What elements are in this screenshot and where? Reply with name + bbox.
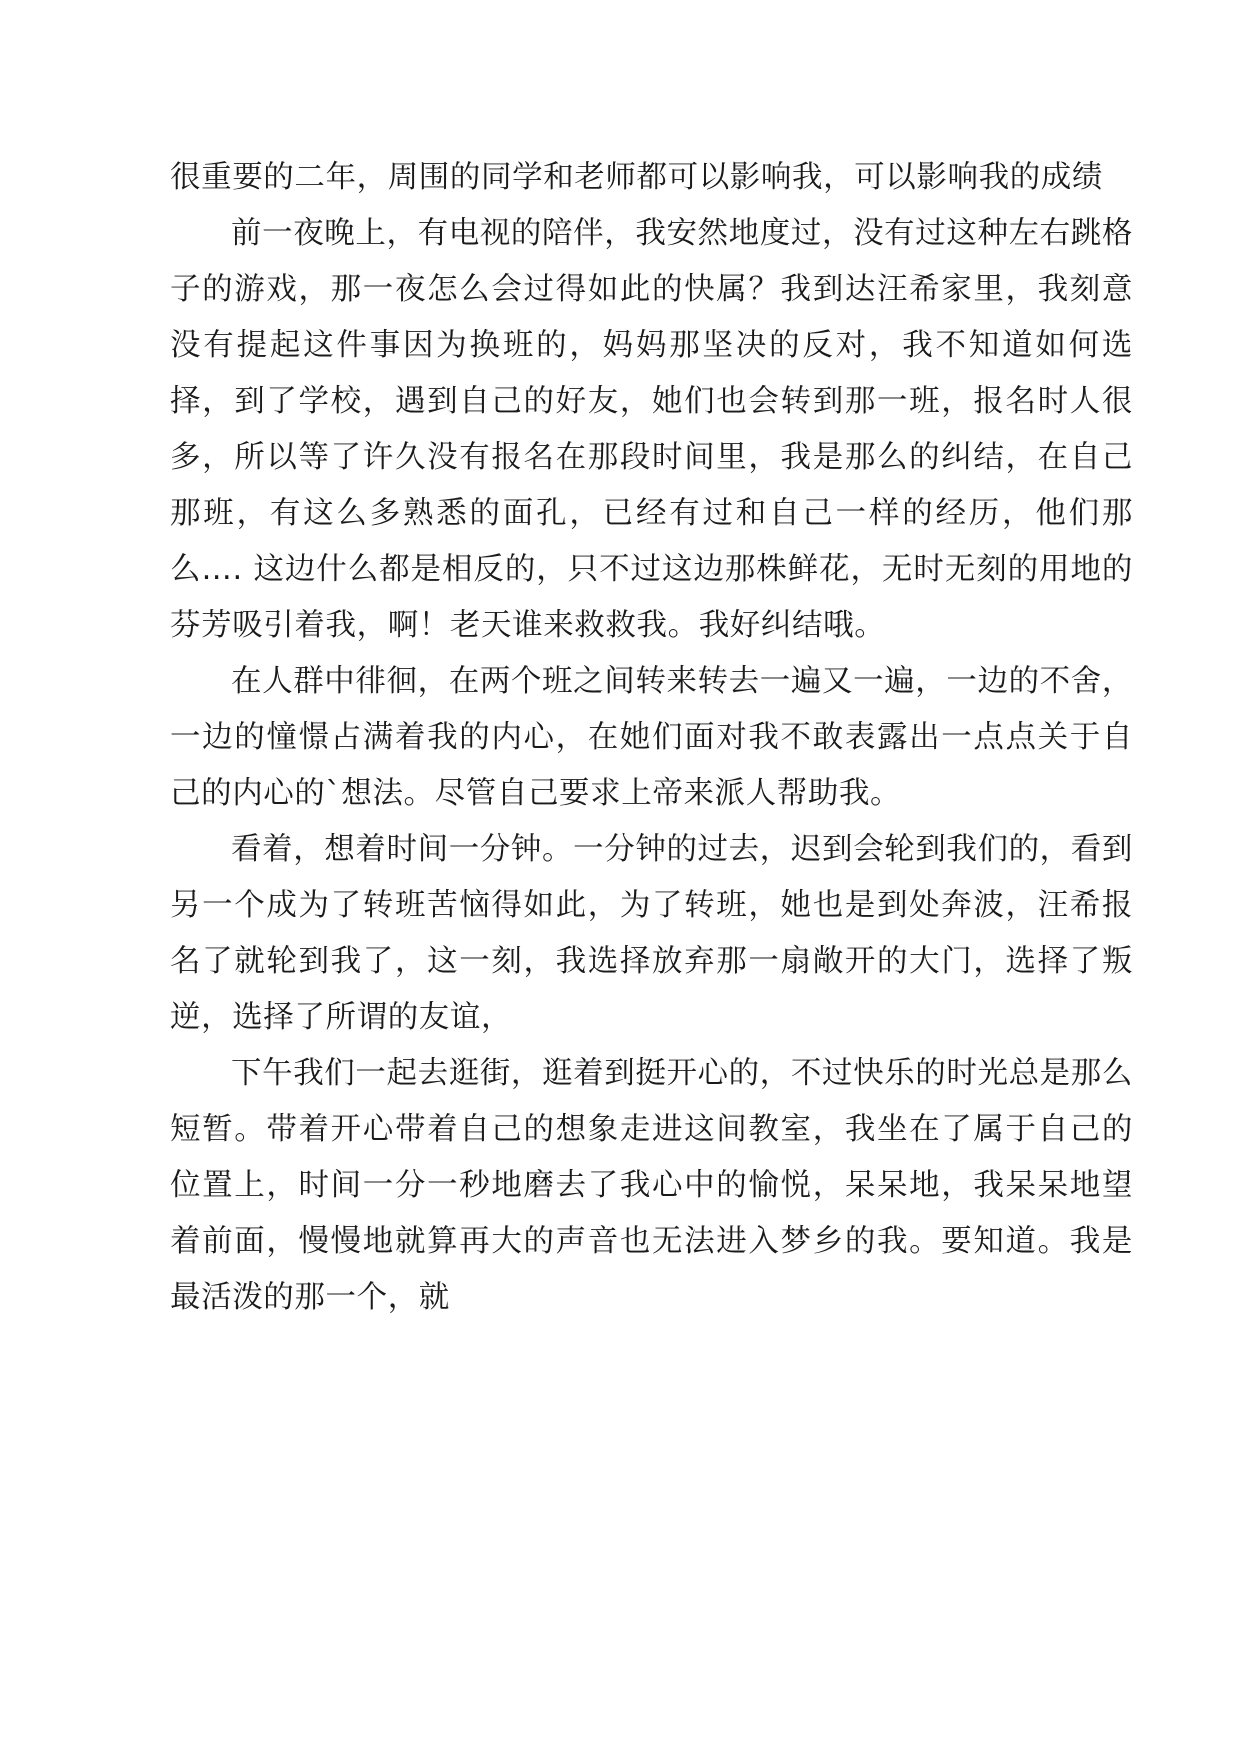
paragraph-5: 下午我们一起去逛街，逛着到挺开心的，不过快乐的时光总是那么短暂。带着开心带着自己的想象走进这间教室，我坐在了属于自己的位置上，时间一分一秒地磨去了我心中的愉悦，呆呆地，我呆呆地望着前面，慢慢地就算再大的声音也无法进入梦乡的我。要知道。我是最活泼的那一个，就 <box>170 1056 1133 1315</box>
paragraph-1: 很重要的二年，周围的同学和老师都可以影响我，可以影响我的成绩 <box>170 160 1103 195</box>
paragraph-2: 前一夜晚上，有电视的陪伴，我安然地度过，没有过这种左右跳格子的游戏，那一夜怎么会过得如此的快属？我到达汪希家里，我刻意没有提起这件事因为换班的，妈妈那坚决的反对，我不知道如何选择，到了学校，遇到自己的好友，她们也会转到那一班，报名时人很多，所以等了许久没有报名在那段时间里，我是那么的纠结，在自己那班，有这么多熟悉的面孔，已经有过和自己一样的经历，他们那么…. 这边什么都是相反的，只不过这边那株鲜花，无时无刻的用地的芬芳吸引着我，啊！老天谁来救救我。我好纠结哦。 <box>170 216 1133 643</box>
paragraph-3: 在人群中徘徊，在两个班之间转来转去一遍又一遍，一边的不舍，一边的憧憬占满着我的内心，在她们面对我不敢表露出一点点关于自己的内心的`想法。尽管自己要求上帝来派人帮助我。 <box>170 664 1133 811</box>
paragraph-4: 看着，想着时间一分钟。一分钟的过去，迟到会轮到我们的，看到另一个成为了转班苦恼得如此，为了转班，她也是到处奔波，汪希报名了就轮到我了，这一刻，我选择放弃那一扇敞开的大门，选择了叛逆，选择了所谓的友谊， <box>170 832 1133 1035</box>
document-body <box>170 150 1133 1326</box>
